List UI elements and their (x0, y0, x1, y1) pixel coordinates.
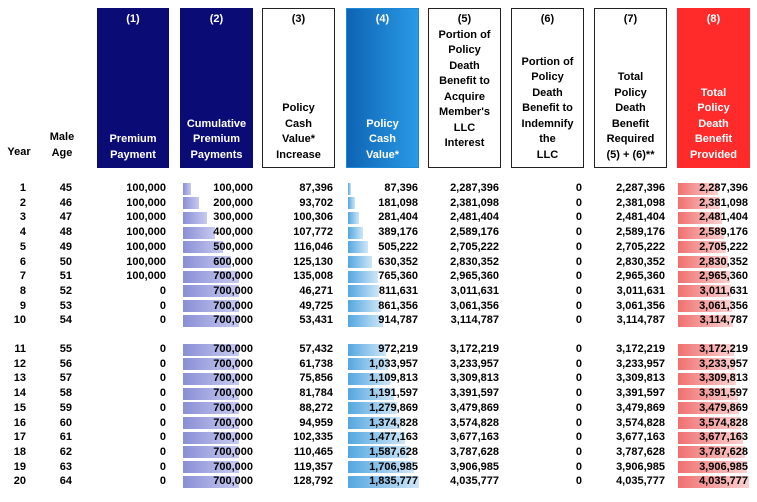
indemnify-cell: 0 (575, 284, 582, 297)
acquire-cell: 2,481,404 (450, 211, 499, 224)
cumulative-cell: 700,000 (213, 431, 253, 444)
year-cell: 9 (19, 299, 26, 312)
required-cell: 3,011,631 (616, 284, 665, 297)
year-cell: 6 (19, 255, 26, 268)
cash-value-cell: 914,787 (378, 314, 418, 327)
cumulative-cell: 400,000 (213, 226, 253, 239)
premium-cell: 0 (159, 431, 166, 444)
provided-cell: 3,309,813 (699, 372, 748, 385)
premium-cell: 0 (159, 416, 166, 429)
cash-value-cell: 1,374,828 (369, 416, 418, 429)
age-header-line: Age (51, 146, 73, 159)
cumulative-cell: 700,000 (213, 372, 253, 385)
header-line: the (539, 133, 556, 145)
indemnify-cell: 0 (575, 416, 582, 429)
header-line: Policy (448, 44, 481, 56)
age-cell: 54 (59, 314, 72, 327)
cv-increase-cell: 94,959 (299, 416, 333, 429)
required-cell: 3,391,597 (616, 387, 665, 400)
cumulative-cell: 700,000 (213, 460, 253, 473)
year-cell: 2 (19, 196, 26, 209)
header-line: Death (449, 59, 480, 72)
provided-cell: 2,705,222 (699, 240, 748, 253)
header-line: Payments (190, 148, 243, 161)
required-cell: 3,677,163 (616, 431, 665, 444)
provided-cell: 4,035,777 (699, 475, 748, 488)
header-line: Payment (110, 148, 156, 161)
header-line: Indemnify (521, 117, 574, 130)
required-cell: 2,589,176 (616, 226, 665, 239)
premium-cell: 100,000 (126, 240, 166, 253)
header-line: Death (532, 86, 563, 99)
cash-value-increase-header (262, 8, 335, 168)
cv-increase-cell: 87,396 (299, 182, 333, 194)
death-benefit-provided-header (677, 8, 750, 168)
header-line: Policy (697, 102, 730, 114)
cumulative-cell: 700,000 (213, 357, 253, 370)
indemnify-cell: 0 (575, 226, 582, 239)
cv-increase-cell: 119,357 (293, 460, 333, 473)
cumulative-cell: 100,000 (213, 182, 253, 194)
premium-cell: 0 (159, 357, 166, 370)
provided-cell: 3,677,163 (699, 431, 748, 444)
header-label (678, 86, 749, 168)
cumulative-cell: 200,000 (213, 196, 253, 209)
premium-cell: 0 (159, 372, 166, 385)
cumulative-cell: 700,000 (213, 270, 253, 283)
year-cell: 15 (13, 401, 26, 414)
required-cell: 2,965,360 (616, 270, 665, 283)
age-cell: 62 (59, 445, 72, 458)
indemnify-llc-header (511, 8, 584, 168)
column-number: (8) (706, 13, 721, 25)
indemnify-cell: 0 (575, 240, 582, 253)
required-cell: 2,381,098 (616, 196, 665, 209)
required-cell: 3,233,957 (616, 357, 665, 370)
premium-cell: 0 (159, 314, 166, 327)
cv-increase-cell: 125,130 (293, 255, 333, 268)
premium-cell: 0 (159, 387, 166, 400)
cv-increase-cell: 102,335 (293, 431, 333, 444)
premium-cell: 100,000 (126, 226, 166, 239)
provided-cell: 2,965,360 (699, 270, 748, 283)
year-cell: 4 (19, 226, 26, 239)
age-cell: 49 (59, 240, 72, 253)
provided-cell: 2,381,098 (699, 196, 748, 209)
cv-increase-cell: 88,272 (299, 401, 333, 414)
indemnify-cell: 0 (575, 445, 582, 458)
acquire-cell: 3,011,631 (450, 284, 499, 297)
age-cell: 47 (59, 211, 72, 224)
provided-cell: 2,830,352 (699, 255, 748, 268)
header-label (347, 117, 418, 168)
acquire-cell: 3,787,628 (450, 445, 499, 458)
premium-cell: 100,000 (126, 182, 166, 194)
header-line: Cash (369, 133, 396, 145)
premium-cell: 0 (159, 299, 166, 312)
age-cell: 64 (59, 475, 72, 488)
indemnify-cell: 0 (575, 255, 582, 268)
acquire-interest-header (428, 8, 501, 168)
year-cell: 18 (13, 445, 26, 458)
cumulative-cell: 300,000 (213, 211, 253, 224)
cumulative-cell: 700,000 (213, 416, 253, 429)
cv-increase-cell: 46,271 (299, 284, 333, 297)
cumulative-cell: 700,000 (213, 475, 253, 488)
header-line: Benefit to (439, 75, 490, 87)
header-line: Death (698, 117, 729, 130)
header-line: LLC (536, 148, 559, 161)
year-cell: 13 (13, 372, 26, 385)
header-line: Benefit (611, 117, 650, 130)
cumulative-cell: 700,000 (213, 445, 253, 458)
column-number: (1) (126, 13, 140, 25)
cv-increase-cell: 107,772 (293, 226, 333, 239)
required-cell: 2,830,352 (616, 255, 665, 268)
acquire-cell: 3,677,163 (450, 431, 499, 444)
indemnify-cell: 0 (575, 387, 582, 400)
header-line: Portion of (521, 55, 574, 68)
age-cell: 57 (59, 372, 72, 385)
cumulative-premium-header (180, 8, 253, 168)
cv-increase-cell: 116,046 (293, 240, 333, 253)
cash-value-cell: 765,360 (378, 270, 418, 283)
header-line: Total (617, 71, 644, 83)
age-cell: 59 (59, 401, 72, 414)
age-cell: 53 (59, 299, 72, 312)
required-cell: 2,287,396 (616, 182, 665, 194)
acquire-cell: 2,381,098 (450, 196, 499, 209)
header-line: Interest (444, 137, 485, 149)
header-line: Portion of (438, 28, 491, 41)
cumulative-cell: 700,000 (213, 299, 253, 312)
cv-increase-cell: 61,738 (299, 357, 333, 370)
year-cell: 12 (13, 357, 26, 370)
provided-cell: 3,061,356 (699, 299, 748, 312)
header-label (595, 70, 666, 167)
cv-increase-cell: 57,432 (299, 343, 333, 355)
header-line: Policy (614, 86, 647, 99)
acquire-cell: 3,479,869 (450, 401, 499, 414)
indemnify-cell: 0 (575, 299, 582, 312)
year-cell: 20 (13, 475, 26, 488)
acquire-cell: 3,391,597 (450, 387, 499, 400)
acquire-cell: 3,309,813 (450, 372, 499, 385)
year-cell: 17 (13, 431, 26, 444)
acquire-cell: 2,589,176 (450, 226, 499, 239)
indemnify-cell: 0 (575, 431, 582, 444)
acquire-cell: 2,965,360 (450, 270, 499, 283)
age-header (44, 130, 80, 161)
cash-value-cell: 1,279,869 (369, 401, 418, 414)
provided-cell: 2,287,396 (699, 182, 748, 194)
column-number: (3) (291, 13, 306, 25)
age-cell: 55 (59, 343, 72, 355)
header-line: Cumulative (186, 117, 247, 130)
premium-cell: 100,000 (126, 270, 166, 283)
indemnify-cell: 0 (575, 196, 582, 209)
header-line: Value* (365, 148, 400, 161)
year-cell: 3 (19, 211, 26, 224)
cash-value-cell: 281,404 (378, 211, 418, 224)
indemnify-cell: 0 (575, 182, 582, 194)
provided-cell: 3,479,869 (699, 401, 748, 414)
indemnify-cell: 0 (575, 357, 582, 370)
header-line: Premium (109, 133, 157, 145)
age-cell: 63 (59, 460, 72, 473)
age-cell: 48 (59, 226, 72, 239)
acquire-cell: 3,172,219 (450, 343, 499, 355)
premium-cell: 0 (159, 284, 166, 297)
required-cell: 4,035,777 (616, 475, 665, 488)
acquire-cell: 3,114,787 (450, 314, 499, 327)
column-number: (7) (623, 13, 638, 25)
cumulative-cell: 500,000 (213, 240, 253, 253)
column-number: (4) (375, 13, 390, 25)
cumulative-cell: 700,000 (213, 314, 253, 327)
cash-value-cell: 1,587,628 (369, 445, 418, 458)
cash-value-cell: 1,706,985 (369, 460, 418, 473)
header-label (98, 132, 168, 167)
acquire-cell: 3,061,356 (450, 299, 499, 312)
cash-value-cell: 1,033,957 (369, 357, 418, 370)
indemnify-cell: 0 (575, 401, 582, 414)
provided-cell: 3,114,787 (699, 314, 748, 327)
column-number: (5) (457, 13, 472, 25)
provided-cell: 3,906,985 (699, 460, 748, 473)
required-cell: 3,479,869 (616, 401, 665, 414)
year-cell: 7 (19, 270, 26, 283)
age-cell: 50 (59, 255, 72, 268)
year-cell: 16 (13, 416, 26, 429)
cumulative-cell: 600,000 (213, 255, 253, 268)
premium-cell: 0 (159, 460, 166, 473)
age-cell: 46 (59, 196, 72, 209)
provided-cell: 3,011,631 (699, 284, 748, 297)
header-line: Value* (281, 133, 316, 145)
header-line: (5) + (6)** (606, 148, 655, 161)
provided-cell: 3,787,628 (699, 445, 748, 458)
header-line: Benefit to (522, 102, 573, 114)
age-cell: 60 (59, 416, 72, 429)
cumulative-cell: 700,000 (213, 401, 253, 414)
header-label (263, 101, 334, 167)
age-cell: 58 (59, 387, 72, 400)
cash-value-cell: 1,477,163 (369, 431, 418, 444)
year-cell: 19 (13, 460, 26, 473)
cv-increase-cell: 81,784 (299, 387, 333, 400)
header-label (181, 117, 252, 168)
header-line: Total (700, 86, 727, 99)
required-cell: 3,061,356 (616, 299, 665, 312)
provided-cell: 2,589,176 (699, 226, 748, 239)
header-line: Policy (531, 71, 564, 83)
year-cell: 14 (13, 387, 26, 400)
year-cell: 11 (14, 343, 26, 355)
header-line: Cash (285, 117, 312, 130)
year-cell: 8 (19, 284, 26, 297)
age-header-line: Male (49, 131, 75, 143)
provided-cell: 3,233,957 (699, 357, 748, 370)
provided-cell: 3,391,597 (699, 387, 748, 400)
required-cell: 2,705,222 (616, 240, 665, 253)
cv-increase-cell: 93,702 (299, 196, 333, 209)
header-line: LLC (453, 121, 476, 134)
indemnify-cell: 0 (575, 460, 582, 473)
acquire-cell: 2,830,352 (450, 255, 499, 268)
premium-cell: 0 (159, 445, 166, 458)
cash-value-cell: 1,191,597 (369, 387, 418, 400)
required-cell: 3,787,628 (616, 445, 665, 458)
premium-cell: 0 (159, 475, 166, 488)
indemnify-cell: 0 (575, 475, 582, 488)
cash-value-cell: 861,356 (378, 299, 418, 312)
column-number: (6) (540, 13, 555, 25)
year-cell: 5 (19, 240, 26, 253)
header-line: Required (606, 133, 655, 145)
cv-increase-cell: 128,792 (293, 475, 333, 488)
premium-cell: 100,000 (126, 196, 166, 209)
required-cell: 3,574,828 (616, 416, 665, 429)
provided-cell: 3,574,828 (699, 416, 748, 429)
header-line: Increase (276, 148, 321, 161)
required-cell: 3,309,813 (616, 372, 665, 385)
cash-value-cell: 389,176 (378, 226, 418, 239)
header-line: Premium (192, 133, 241, 145)
premium-payment-header (97, 8, 169, 168)
year-header: Year (7, 146, 31, 158)
premium-cell: 100,000 (126, 255, 166, 268)
acquire-cell: 3,574,828 (450, 416, 499, 429)
header-label (429, 28, 500, 152)
indemnify-cell: 0 (575, 314, 582, 327)
age-cell: 45 (59, 182, 72, 194)
age-cell: 61 (59, 431, 72, 444)
cumulative-cell: 700,000 (213, 284, 253, 297)
cash-value-cell: 630,352 (378, 255, 418, 268)
year-cell: 1 (19, 182, 26, 194)
acquire-cell: 2,705,222 (450, 240, 499, 253)
header-line: Acquire (444, 90, 485, 103)
acquire-cell: 4,035,777 (450, 475, 499, 488)
cv-increase-cell: 53,431 (299, 314, 333, 327)
acquire-cell: 3,906,985 (450, 460, 499, 473)
cash-value-cell: 972,219 (378, 343, 418, 355)
cv-increase-cell: 100,306 (293, 211, 333, 224)
header-line: Policy (282, 102, 315, 114)
required-cell: 3,906,985 (616, 460, 665, 473)
indemnify-cell: 0 (575, 270, 582, 283)
age-cell: 56 (59, 357, 72, 370)
cash-value-cell: 1,835,777 (369, 475, 418, 488)
premium-cell: 0 (159, 401, 166, 414)
acquire-cell: 3,233,957 (450, 357, 499, 370)
column-number: (2) (209, 13, 224, 25)
premium-cell: 100,000 (126, 211, 166, 224)
cv-increase-cell: 49,725 (299, 299, 333, 312)
indemnify-cell: 0 (575, 211, 582, 224)
cv-increase-cell: 110,465 (293, 445, 333, 458)
header-line: Provided (689, 148, 738, 161)
cv-increase-cell: 135,008 (293, 270, 333, 283)
header-line: Member's (439, 106, 490, 118)
indemnify-cell: 0 (575, 343, 582, 355)
cumulative-cell: 700,000 (213, 387, 253, 400)
acquire-cell: 2,287,396 (450, 182, 499, 194)
year-cell: 10 (13, 314, 26, 327)
cumulative-cell: 700,000 (213, 343, 253, 355)
age-cell: 52 (59, 284, 72, 297)
cash-value-header (346, 8, 419, 168)
header-line: Benefit (694, 133, 733, 145)
cash-value-cell: 87,396 (384, 182, 418, 194)
provided-cell: 2,481,404 (699, 211, 748, 224)
required-cell: 2,481,404 (616, 211, 665, 224)
header-line: Policy (366, 117, 399, 130)
cash-value-cell: 811,631 (378, 284, 418, 297)
header-label (512, 55, 583, 168)
age-cell: 51 (59, 270, 72, 283)
cash-value-cell: 505,222 (378, 240, 418, 253)
cash-value-cell: 181,098 (378, 196, 418, 209)
indemnify-cell: 0 (575, 372, 582, 385)
premium-cell: 0 (159, 343, 166, 355)
death-benefit-required-header (594, 8, 667, 168)
cv-increase-cell: 75,856 (299, 372, 333, 385)
provided-cell: 3,172,219 (699, 343, 748, 355)
required-cell: 3,114,787 (616, 314, 665, 327)
header-line: Death (615, 102, 646, 114)
required-cell: 3,172,219 (616, 343, 665, 355)
cash-value-cell: 1,109,813 (369, 372, 418, 385)
